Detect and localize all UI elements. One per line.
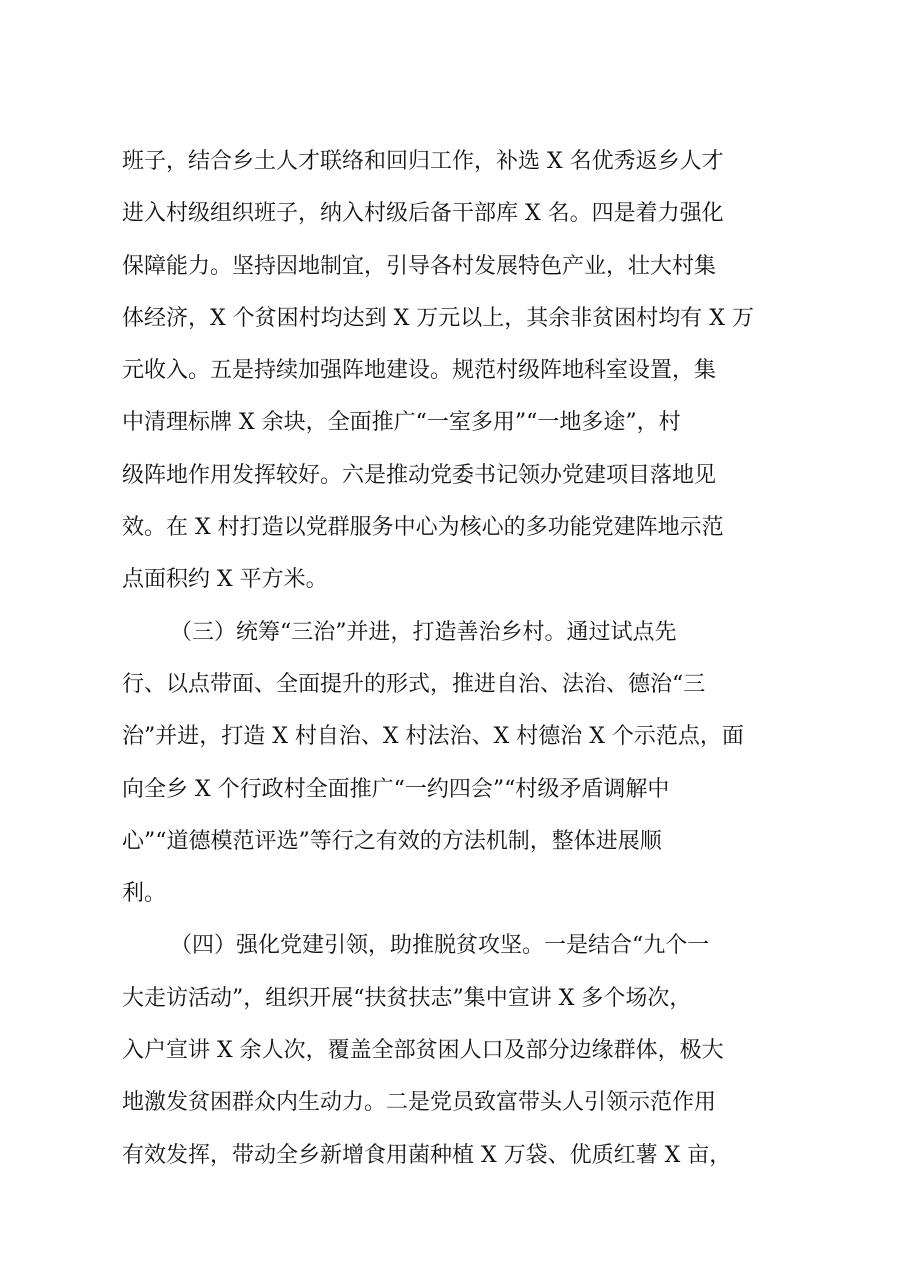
body-text — [122, 136, 802, 1182]
text-line: 保障能力。坚持因地制宜，引导各村发展特色产业，壮大村集 — [122, 253, 717, 279]
section-heading-line: （三）统筹“三治”并进，打造善治乡村。通过试点先 — [170, 619, 677, 645]
text-line: 元收入。五是持续加强阵地建设。规范村级阵地科室设置，集 — [122, 358, 717, 384]
text-line: 班子，结合乡土人才联络和回归工作，补选 X 名优秀返乡人才 — [122, 149, 724, 174]
text-line: 向全乡 X 个行政村全面推广“一约四会”“村级矛盾调解中 — [122, 776, 670, 802]
text-line: 进入村级组织班子，纳入村级后备干部库 X 名。四是着力强化 — [122, 201, 724, 227]
text-line: 有效发挥，带动全乡新增食用菌种植 X 万袋、优质红薯 X 亩， — [122, 1142, 732, 1168]
text-line: 行、以点带面、全面提升的形式，推进自治、法治、德治“三 — [122, 671, 706, 697]
text-line: 效。在 X 村打造以党群服务中心为核心的多功能党建阵地示范 — [122, 515, 724, 541]
text-line: 心”“道德模范评选”等行之有效的方法机制，整体进展顺 — [122, 828, 662, 854]
section-heading-line: （四）强化党建引领，助推脱贫攻坚。一是结合“九个一 — [170, 933, 710, 959]
text-line: 体经济，X 个贫困村均达到 X 万元以上，其余非贫困村均有 X 万 — [122, 305, 754, 331]
text-line: 地激发贫困群众内生动力。二是党员致富带头人引领示范作用 — [122, 1090, 717, 1116]
text-line: 级阵地作用发挥较好。六是推动党委书记领办党建项目落地见 — [122, 462, 717, 488]
text-line: 治”并进，打造 X 村自治、X 村法治、X 村德治 X 个示范点，面 — [122, 724, 744, 750]
text-line: 中清理标牌 X 余块，全面推广“一室多用”“一地多途”，村 — [122, 410, 681, 436]
text-line: 入户宣讲 X 余人次，覆盖全部贫困人口及部分边缘群体，极大 — [122, 1038, 724, 1064]
text-line: 利。 — [122, 881, 167, 907]
text-line: 点面积约 X 平方米。 — [122, 567, 328, 593]
text-line: 大走访活动”，组织开展“扶贫扶志”集中宣讲 X 多个场次， — [122, 985, 692, 1011]
